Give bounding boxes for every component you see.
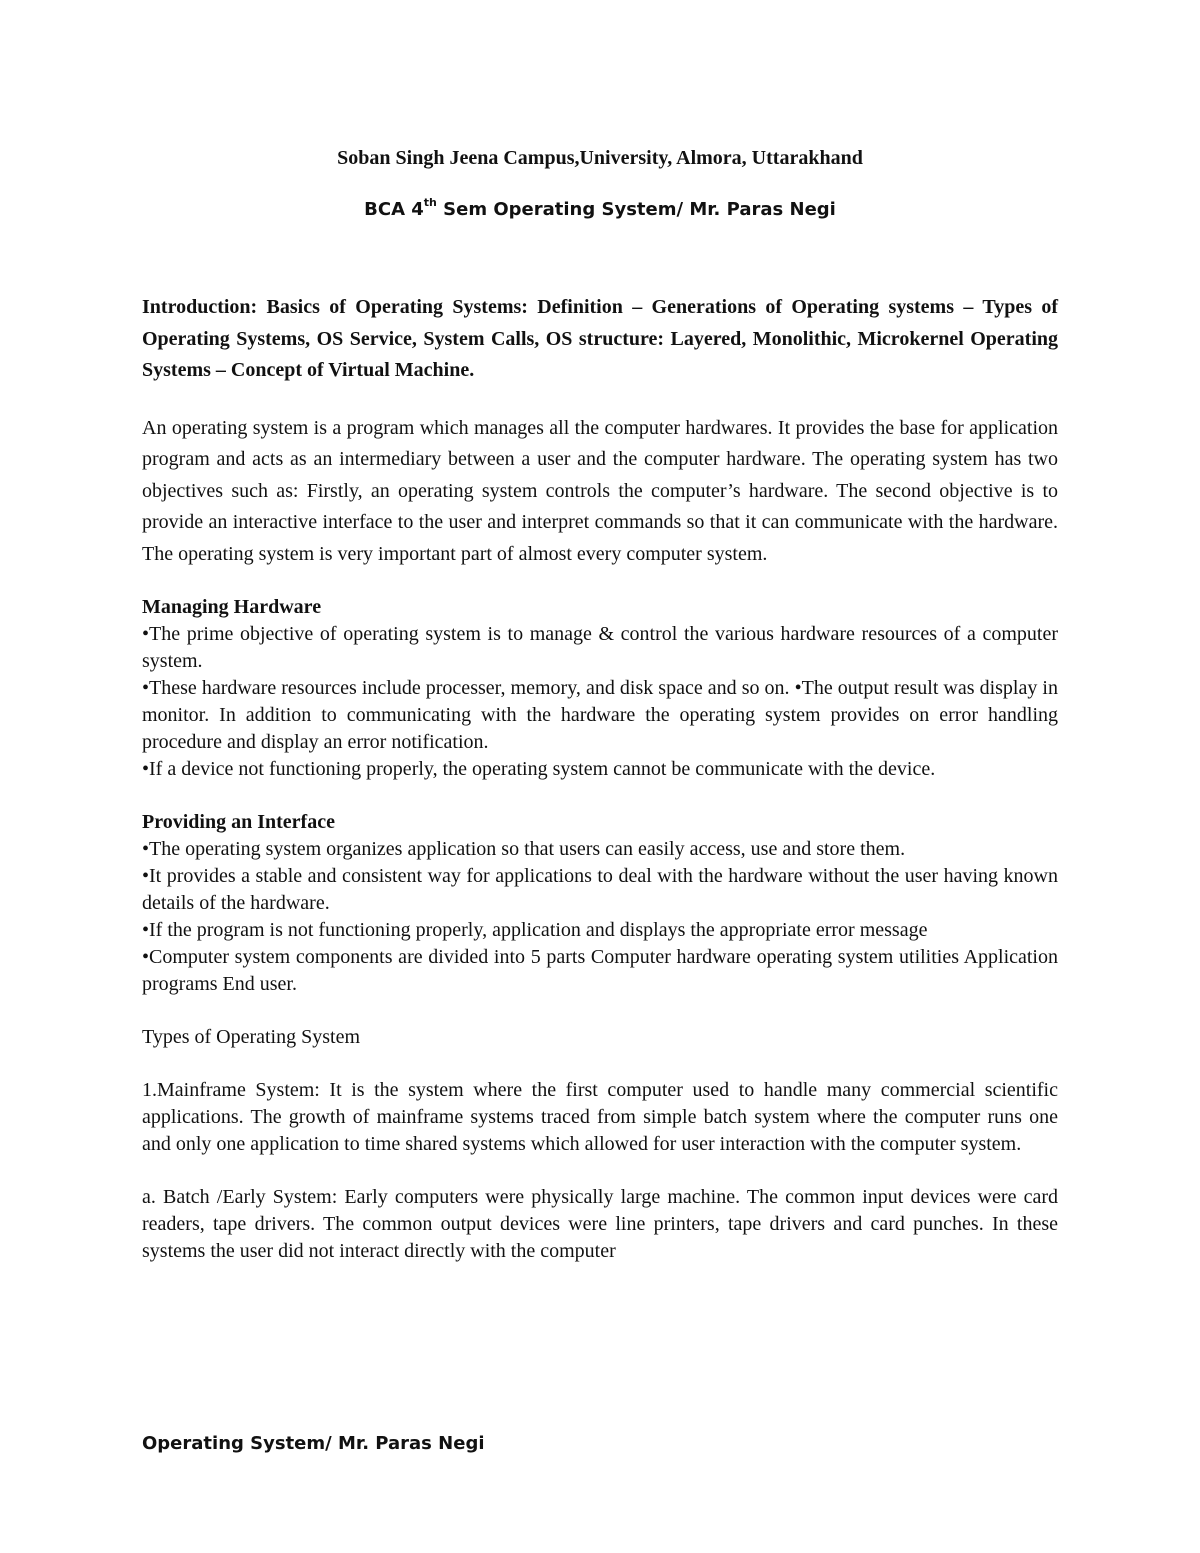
course-title-prefix: BCA 4 [364,199,424,220]
providing-interface-bullet: •If the program is not functioning properly, application and displays the appropriate error message [142,919,928,941]
providing-interface-heading: Providing an Interface [142,811,335,833]
page-content [142,140,1058,1265]
managing-hardware-bullet: •If a device not functioning properly, the operating system cannot be communicate with the device. [142,758,936,780]
managing-hardware-bullet: •These hardware resources include processer, memory, and disk space and so on. •The output result was display in monitor. In addition to communicating with the hardware the operating system provides on error handling procedure and display an error notification. [142,677,1058,753]
intro-paragraph: An operating system is a program which manages all the computer hardwares. It provides the base for application program and acts as an intermediary between a user and the computer hardware. The operating system has two objectives such as: Firstly, an operating system controls the computer’s hardware. The second objective is to provide an interactive interface to the user and interpret commands so that it can communicate with the hardware. The operating system is very important part of almost every computer system. [142,416,1058,565]
syllabus-topics: Introduction: Basics of Operating Systems: Definition – Generations of Operating systems – Types of Operating Systems, OS Service, System Calls, OS structure: Layered, Monolithic, Microkernel Operating Systems – Concept of Virtual Machine. [142,296,1058,381]
course-title-suffix: Sem Operating System/ Mr. Paras Negi [436,199,836,220]
providing-interface-bullet: •Computer system components are divided into 5 parts Computer hardware operating system utilities Application programs End user. [142,946,1058,995]
page-footer: Operating System/ Mr. Paras Negi [142,1433,485,1454]
types-heading: Types of Operating System [142,1026,361,1048]
managing-hardware-section [142,594,1058,783]
providing-interface-bullet: •It provides a stable and consistent way for applications to deal with the hardware without the user having known details of the hardware. [142,865,1058,914]
course-title-superscript: th [423,196,437,209]
batch-system-paragraph: a. Batch /Early System: Early computers were physically large machine. The common input devices were card readers, tape drivers. The common output devices were line printers, tape drivers and card punches. In these systems the user did not interact directly with the computer [142,1186,1058,1262]
institution-title: Soban Singh Jeena Campus,University, Almora, Uttarakhand [337,147,863,169]
managing-hardware-heading: Managing Hardware [142,596,322,618]
course-title [142,196,1058,224]
managing-hardware-bullet: •The prime objective of operating system is to manage & control the various hardware resources of a computer system. [142,623,1058,672]
providing-interface-bullet: •The operating system organizes application so that users can easily access, use and store them. [142,838,906,860]
mainframe-paragraph: 1.Mainframe System: It is the system where the first computer used to handle many commercial scientific applications. The growth of mainframe systems traced from simple batch system where the computer runs one and only one application to time shared systems which allowed for user interaction with the computer system. [142,1079,1058,1155]
providing-interface-section [142,809,1058,998]
